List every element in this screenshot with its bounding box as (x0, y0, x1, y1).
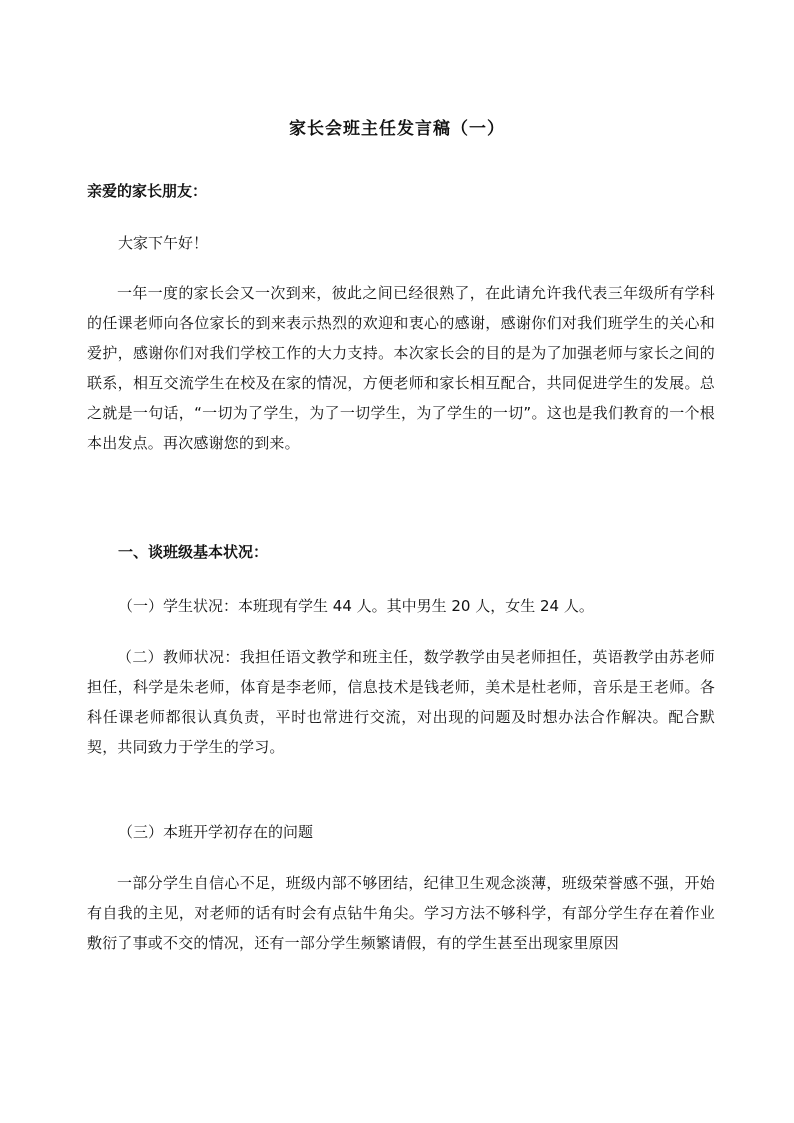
document-title: 家长会班主任发言稿（一） (289, 119, 505, 139)
teacher-status-paragraph: （二）教师状况：我担任语文教学和班主任，数学教学由吴老师担任，英语教学由苏老师担任，科学是朱老师，体育是李老师，信息技术是钱老师，美术是杜老师，音乐是王老师。各科任课老师都很认真负责，平时也常进行交流，对出现的问题及时想办法合作解决。配合默契，共同致力于学生的学习。 (87, 648, 715, 756)
greeting: 大家下午好！ (118, 234, 209, 252)
problems-paragraph: 一部分学生自信心不足，班级内部不够团结，纪律卫生观念淡薄，班级荣誉感不强，开始有自我的主见，对老师的话有时会有点钻牛角尖。学习方法不够科学，有部分学生存在着作业敷衍了事或不交的情况，还有一部分学生频繁请假，有的学生甚至出现家里原因 (87, 874, 715, 952)
salutation: 亲爱的家长朋友： (87, 182, 208, 200)
student-status-item: （一）学生状况：本班现有学生 44 人。其中男生 20 人，女生 24 人。 (118, 597, 594, 615)
problems-heading: （三）本班开学初存在的问题 (118, 823, 314, 841)
section-heading-class-status: 一、谈班级基本状况： (118, 543, 269, 561)
intro-paragraph: 一年一度的家长会又一次到来，彼此之间已经很熟了，在此请允许我代表三年级所有学科的任课老师向各位家长的到来表示热烈的欢迎和衷心的感谢，感谢你们对我们班学生的关心和爱护，感谢你们对我们学校工作的大力支持。本次家长会的目的是为了加强老师与家长之间的联系，相互交流学生在校及在家的情况，方便老师和家长相互配合，共同促进学生的发展。总之就是一句话，“一切为了学生，为了一切学生，为了学生的一切”。这也是我们教育的一个根本出发点。再次感谢您的到来。 (87, 284, 715, 452)
